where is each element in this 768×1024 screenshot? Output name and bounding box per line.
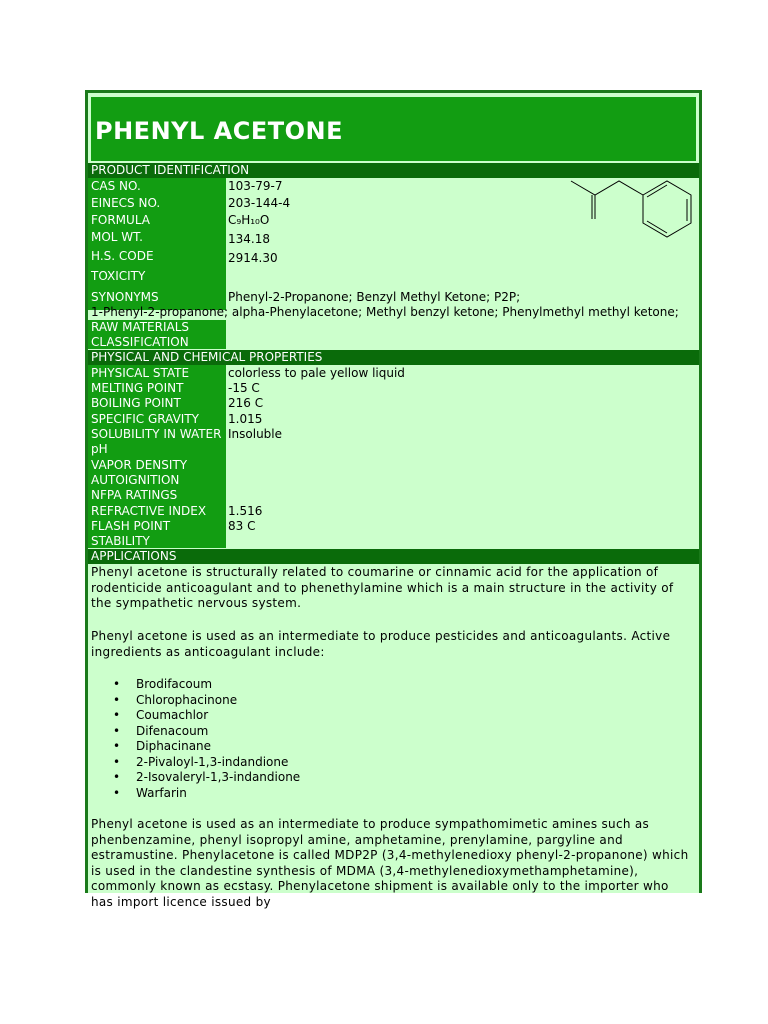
hscode-value: 2914.30 bbox=[228, 251, 278, 265]
section-header-properties: PHYSICAL AND CHEMICAL PROPERTIES bbox=[88, 350, 699, 365]
solubility-value: Insoluble bbox=[228, 427, 283, 441]
vapor-density-label: VAPOR DENSITY bbox=[91, 458, 188, 472]
nfpa-label: NFPA RATINGS bbox=[91, 488, 178, 502]
cas-label: CAS NO. bbox=[91, 179, 141, 193]
specific-gravity-label: SPECIFIC GRAVITY bbox=[91, 412, 199, 426]
applications-paragraph-1: Phenyl acetone is structurally related to coumarine or cinnamic acid for the application of rodenticide anticoagulant and to phenethylamine which is a main structure in the activity of the sympathetic nervous system. bbox=[91, 565, 674, 610]
toxicity-label: TOXICITY bbox=[91, 269, 146, 283]
synonyms-label: SYNONYMS bbox=[91, 290, 159, 304]
applications-paragraph-3: Phenyl acetone is used as an intermediate to produce sympathomimetic amines such as phenbenzamine, phenyl isopropyl amine, amphetamine, prenylamine, pargyline and estramustine. Phenylacetone is called MDP2P (3,4-methylenedioxy phenyl-2-propanone) which is used in the clandestine synthesis of MDMA (3,4-methylenedioxymethamphetamine), commonly known as ecstasy. Phenylacetone shipment is available only to the importer who has import licence issued by bbox=[91, 817, 689, 909]
molecule-structure-image bbox=[568, 175, 698, 245]
anticoagulant-list bbox=[113, 677, 300, 801]
boiling-point-value: 216 C bbox=[228, 396, 264, 410]
list-item: • Coumachlor bbox=[113, 708, 300, 724]
einecs-value: 203-144-4 bbox=[228, 196, 291, 210]
molwt-value: 134.18 bbox=[228, 232, 270, 246]
raw-materials-label: RAW MATERIALS bbox=[91, 320, 190, 334]
hscode-label: H.S. CODE bbox=[91, 249, 154, 263]
applications-paragraph-2: Phenyl acetone is used as an intermediate to produce pesticides and anticoagulants. Active ingredients as anticoagulant include: bbox=[91, 629, 671, 659]
list-item: • Diphacinane bbox=[113, 739, 300, 755]
synonyms-value: Phenyl-2-Propanone; Benzyl Methyl Ketone; P2P; bbox=[228, 290, 521, 304]
list-item: • 2-Pivaloyl-1,3-indandione bbox=[113, 755, 300, 771]
product-sheet bbox=[85, 90, 702, 909]
synonyms-continued: 1-Phenyl-2-propanone; alpha-Phenylacetone; Methyl benzyl ketone; Phenylmethyl methyl ketone; bbox=[91, 305, 679, 319]
melting-point-value: -15 C bbox=[228, 381, 260, 395]
formula-label: FORMULA bbox=[91, 213, 150, 227]
section-header-applications: APPLICATIONS bbox=[88, 549, 699, 564]
section-header-identification: PRODUCT IDENTIFICATION bbox=[88, 163, 699, 178]
refractive-index-label: REFRACTIVE INDEX bbox=[91, 504, 207, 518]
flash-point-label: FLASH POINT bbox=[91, 519, 171, 533]
stability-label: STABILITY bbox=[91, 534, 150, 548]
specific-gravity-value: 1.015 bbox=[228, 412, 263, 426]
boiling-point-label: BOILING POINT bbox=[91, 396, 181, 410]
page-title: PHENYL ACETONE bbox=[95, 117, 344, 145]
state-value: colorless to pale yellow liquid bbox=[228, 366, 405, 380]
state-label: PHYSICAL STATE bbox=[91, 366, 190, 380]
classification-label: CLASSIFICATION bbox=[91, 335, 189, 349]
molwt-label: MOL WT. bbox=[91, 230, 143, 244]
flash-point-value: 83 C bbox=[228, 519, 256, 533]
refractive-index-value: 1.516 bbox=[228, 504, 263, 518]
formula-value: C₉H₁₀O bbox=[228, 213, 270, 227]
list-item: • Difenacoum bbox=[113, 724, 300, 740]
title-bar bbox=[91, 97, 696, 161]
ph-label: pH bbox=[91, 442, 108, 456]
melting-point-label: MELTING POINT bbox=[91, 381, 184, 395]
list-item: • Chlorophacinone bbox=[113, 693, 300, 709]
list-item: • 2-Isovaleryl-1,3-indandione bbox=[113, 770, 300, 786]
autoignition-label: AUTOIGNITION bbox=[91, 473, 180, 487]
solubility-label: SOLUBILITY IN WATER bbox=[91, 427, 222, 441]
einecs-label: EINECS NO. bbox=[91, 196, 161, 210]
list-item: • Brodifacoum bbox=[113, 677, 300, 693]
list-item: • Warfarin bbox=[113, 786, 300, 802]
cas-value: 103-79-7 bbox=[228, 179, 283, 193]
